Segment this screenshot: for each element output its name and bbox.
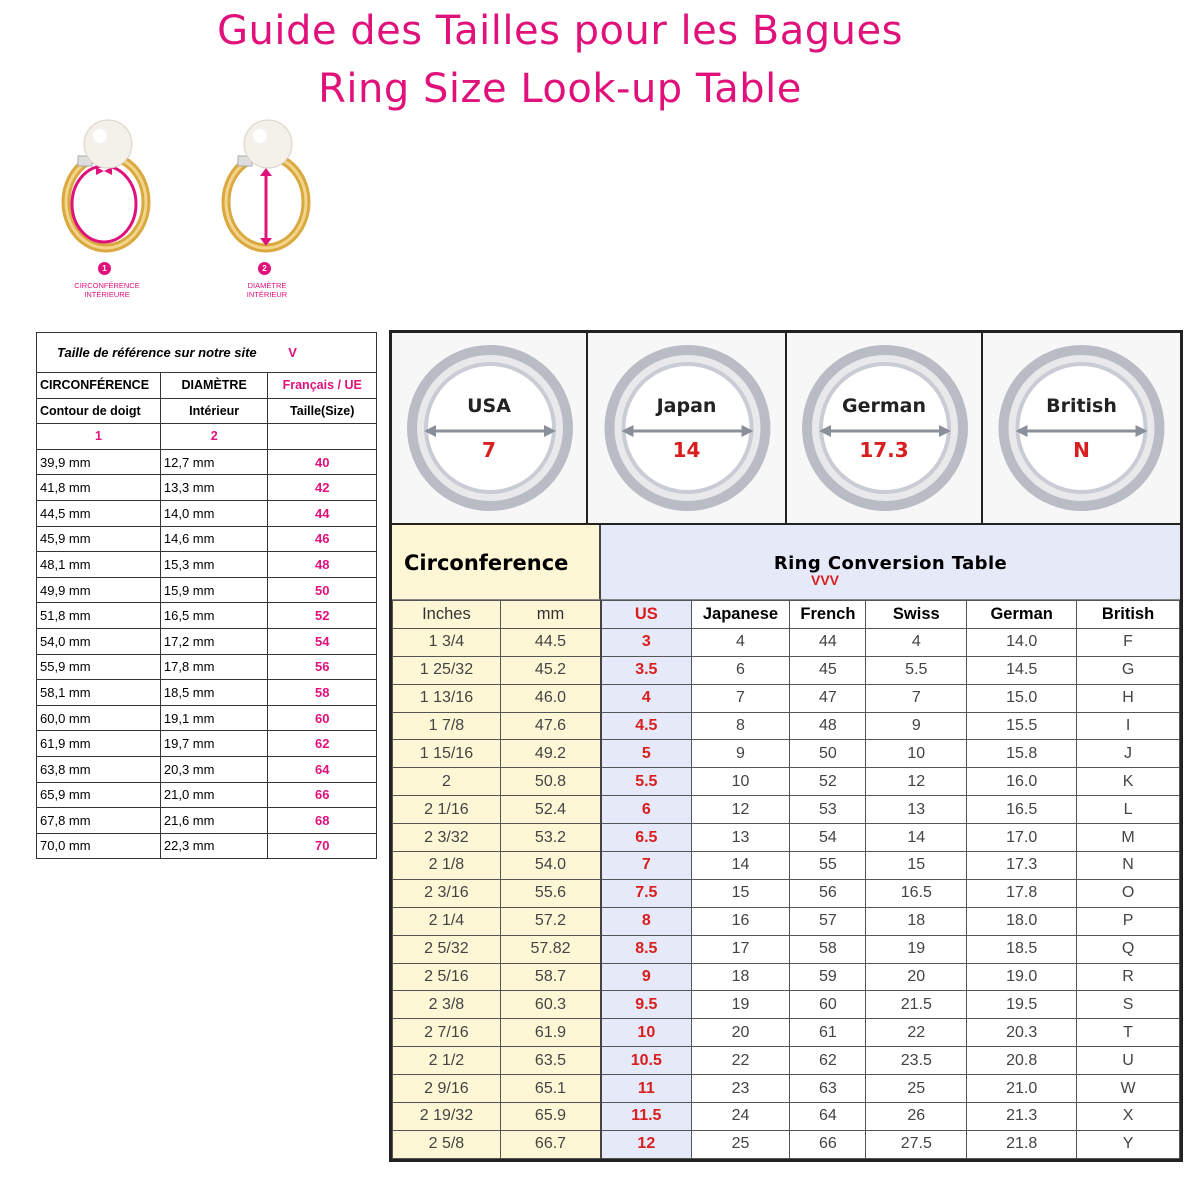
table-cell: 4 xyxy=(601,684,691,712)
ref-header-cell: Contour de doigt xyxy=(37,398,161,424)
table-cell: 14 xyxy=(866,824,967,852)
column-header-french: French xyxy=(790,601,866,629)
ring-country-label: Japan xyxy=(656,395,717,417)
table-row xyxy=(393,963,1180,991)
table-cell: 45 xyxy=(790,656,866,684)
table-cell: 52 xyxy=(268,603,377,629)
ring-icon xyxy=(392,333,588,523)
table-row xyxy=(393,852,1180,880)
table-cell: 50 xyxy=(268,577,377,603)
table-cell: 22,3 mm xyxy=(160,833,268,859)
table-cell: 63 xyxy=(790,1075,866,1103)
table-cell: 15 xyxy=(866,852,967,880)
table-cell: 57 xyxy=(790,907,866,935)
table-cell: 39,9 mm xyxy=(37,449,161,475)
table-cell: 24 xyxy=(691,1103,790,1131)
ref-header-cell: 2 xyxy=(160,424,268,450)
table-cell: 23.5 xyxy=(866,1047,967,1075)
table-cell: 16,5 mm xyxy=(160,603,268,629)
reference-size-table xyxy=(36,332,377,859)
table-cell: L xyxy=(1077,796,1180,824)
table-row xyxy=(37,731,377,757)
page-title-english: Ring Size Look-up Table xyxy=(318,66,802,112)
table-row xyxy=(37,577,377,603)
table-cell: 49.2 xyxy=(500,740,601,768)
table-cell: 62 xyxy=(268,731,377,757)
table-cell: 18 xyxy=(866,907,967,935)
table-cell: 13 xyxy=(691,824,790,852)
table-cell: 19 xyxy=(691,991,790,1019)
circumference-header: Circonference xyxy=(392,525,601,600)
table-cell: S xyxy=(1077,991,1180,1019)
table-cell: 21.5 xyxy=(866,991,967,1019)
table-cell: 27.5 xyxy=(866,1130,967,1158)
table-cell: 55,9 mm xyxy=(37,654,161,680)
table-cell: 9 xyxy=(601,963,691,991)
column-header-swiss: Swiss xyxy=(866,601,967,629)
table-row xyxy=(37,705,377,731)
table-row xyxy=(393,1047,1180,1075)
table-cell: 17,8 mm xyxy=(160,654,268,680)
table-cell: 5 xyxy=(601,740,691,768)
ring-circumference-icon xyxy=(52,118,162,258)
table-row xyxy=(393,1103,1180,1131)
table-cell: 2 1/2 xyxy=(393,1047,501,1075)
table-row xyxy=(393,768,1180,796)
table-cell: 10.5 xyxy=(601,1047,691,1075)
table-cell: N xyxy=(1077,852,1180,880)
table-cell: 48 xyxy=(790,712,866,740)
table-cell: 2 3/32 xyxy=(393,824,501,852)
table-cell: 6 xyxy=(601,796,691,824)
table-cell: 26 xyxy=(866,1103,967,1131)
table-row xyxy=(393,935,1180,963)
table-cell: 14,6 mm xyxy=(160,526,268,552)
table-cell: 17.0 xyxy=(967,824,1077,852)
column-header-inches: Inches xyxy=(393,601,501,629)
table-cell: J xyxy=(1077,740,1180,768)
table-cell: 1 25/32 xyxy=(393,656,501,684)
table-cell: 18.5 xyxy=(967,935,1077,963)
table-cell: 13,3 mm xyxy=(160,475,268,501)
table-cell: 2 5/32 xyxy=(393,935,501,963)
table-cell: 53.2 xyxy=(500,824,601,852)
ref-header-cell: 1 xyxy=(37,424,161,450)
table-cell: 2 1/16 xyxy=(393,796,501,824)
table-cell: H xyxy=(1077,684,1180,712)
table-cell: 14 xyxy=(691,852,790,880)
table-row xyxy=(37,449,377,475)
table-cell: 2 5/16 xyxy=(393,963,501,991)
ring-size-value: 7 xyxy=(482,438,496,462)
ring-diameter-illustration xyxy=(212,118,322,308)
table-cell: 44,5 mm xyxy=(37,500,161,526)
table-cell: 16.0 xyxy=(967,768,1077,796)
table-cell: 70,0 mm xyxy=(37,833,161,859)
table-cell: 1 7/8 xyxy=(393,712,501,740)
table-cell: 19.5 xyxy=(967,991,1077,1019)
table-cell: 15,9 mm xyxy=(160,577,268,603)
table-row xyxy=(37,552,377,578)
table-row xyxy=(37,500,377,526)
table-cell: 4.5 xyxy=(601,712,691,740)
table-cell: 22 xyxy=(866,1019,967,1047)
table-cell: 58,1 mm xyxy=(37,680,161,706)
table-cell: 3.5 xyxy=(601,656,691,684)
table-cell: 15 xyxy=(691,879,790,907)
table-cell: 10 xyxy=(601,1019,691,1047)
table-cell: 61 xyxy=(790,1019,866,1047)
table-cell: 68 xyxy=(268,808,377,834)
table-cell: 6.5 xyxy=(601,824,691,852)
table-cell: 2 1/4 xyxy=(393,907,501,935)
table-cell: 9 xyxy=(866,712,967,740)
table-row xyxy=(37,782,377,808)
table-cell: 25 xyxy=(866,1075,967,1103)
ring-icon xyxy=(983,333,1180,523)
table-cell: 56 xyxy=(268,654,377,680)
table-cell: P xyxy=(1077,907,1180,935)
table-cell: 11.5 xyxy=(601,1103,691,1131)
table-cell: 58 xyxy=(268,680,377,706)
table-row xyxy=(37,833,377,859)
ring-example-usa xyxy=(392,333,588,523)
table-cell: 66 xyxy=(268,782,377,808)
table-cell: 48 xyxy=(268,552,377,578)
table-cell: 15.8 xyxy=(967,740,1077,768)
table-cell: 10 xyxy=(691,768,790,796)
ref-table-caption-mark: V xyxy=(288,345,297,360)
table-row xyxy=(393,628,1180,656)
table-cell: 2 19/32 xyxy=(393,1103,501,1131)
ring-circumference-illustration xyxy=(52,118,162,308)
table-cell: W xyxy=(1077,1075,1180,1103)
table-row xyxy=(393,712,1180,740)
ref-table-caption: Taille de référence sur notre site xyxy=(57,345,257,360)
conversion-table-title: Ring Conversion Table xyxy=(773,553,1008,574)
ring-example-british xyxy=(983,333,1180,523)
table-cell: 65,9 mm xyxy=(37,782,161,808)
table-cell: 20.8 xyxy=(967,1047,1077,1075)
table-cell: 13 xyxy=(866,796,967,824)
illustration-caption: DIAMÈTRE INTÉRIEUR xyxy=(246,281,288,299)
table-cell: 56 xyxy=(790,879,866,907)
page-title-french: Guide des Tailles pour les Bagues xyxy=(217,8,903,54)
ref-table-caption-row xyxy=(37,333,377,373)
table-cell: Y xyxy=(1077,1130,1180,1158)
column-header-japanese: Japanese xyxy=(691,601,790,629)
table-cell: 2 xyxy=(393,768,501,796)
table-cell: 16.5 xyxy=(866,879,967,907)
table-cell: 16.5 xyxy=(967,796,1077,824)
ref-header-cell: DIAMÈTRE xyxy=(160,373,268,399)
table-cell: 65.1 xyxy=(500,1075,601,1103)
table-cell: 22 xyxy=(691,1047,790,1075)
ref-header-cell: CIRCONFÉRENCE xyxy=(37,373,161,399)
table-cell: 45,9 mm xyxy=(37,526,161,552)
table-cell: 9.5 xyxy=(601,991,691,1019)
table-cell: 2 1/8 xyxy=(393,852,501,880)
table-cell: 20,3 mm xyxy=(160,756,268,782)
table-cell: 48,1 mm xyxy=(37,552,161,578)
ring-size-value: N xyxy=(1073,438,1090,462)
table-cell: 18,5 mm xyxy=(160,680,268,706)
ring-size-value: 17.3 xyxy=(859,438,909,462)
conversion-title-mark: VVV xyxy=(810,572,839,588)
table-cell: 40 xyxy=(268,449,377,475)
table-cell: 9 xyxy=(691,740,790,768)
illustration-number: 2 xyxy=(258,262,271,275)
table-cell: 54.0 xyxy=(500,852,601,880)
ring-country-label: British xyxy=(1046,395,1117,417)
ring-diameter-icon xyxy=(212,118,322,258)
table-row xyxy=(393,879,1180,907)
table-cell: 2 3/16 xyxy=(393,879,501,907)
table-row xyxy=(37,475,377,501)
table-cell: 47.6 xyxy=(500,712,601,740)
table-cell: 54,0 mm xyxy=(37,628,161,654)
table-row xyxy=(37,526,377,552)
table-cell: F xyxy=(1077,628,1180,656)
table-cell: 7 xyxy=(601,852,691,880)
table-cell: 2 7/16 xyxy=(393,1019,501,1047)
illustration-number: 1 xyxy=(98,262,111,275)
table-cell: 65.9 xyxy=(500,1103,601,1131)
table-cell: 55 xyxy=(790,852,866,880)
table-cell: 12 xyxy=(691,796,790,824)
table-cell: 41,8 mm xyxy=(37,475,161,501)
table-cell: 58.7 xyxy=(500,963,601,991)
table-cell: 20 xyxy=(691,1019,790,1047)
table-cell: 19 xyxy=(866,935,967,963)
table-cell: 51,8 mm xyxy=(37,603,161,629)
table-row xyxy=(393,796,1180,824)
table-cell: T xyxy=(1077,1019,1180,1047)
table-cell: 61.9 xyxy=(500,1019,601,1047)
table-cell: 6 xyxy=(691,656,790,684)
ref-table-header-row xyxy=(37,424,377,450)
table-cell: 25 xyxy=(691,1130,790,1158)
table-cell: 23 xyxy=(691,1075,790,1103)
ref-header-cell: Français / UE xyxy=(268,373,377,399)
table-cell: 2 9/16 xyxy=(393,1075,501,1103)
table-cell: O xyxy=(1077,879,1180,907)
table-cell: 57.2 xyxy=(500,907,601,935)
table-cell: 21.8 xyxy=(967,1130,1077,1158)
table-cell: 15.0 xyxy=(967,684,1077,712)
table-cell: 18.0 xyxy=(967,907,1077,935)
ref-header-cell xyxy=(268,424,377,450)
table-cell: 8.5 xyxy=(601,935,691,963)
table-cell: 17.3 xyxy=(967,852,1077,880)
table-row xyxy=(37,654,377,680)
table-cell: 60.3 xyxy=(500,991,601,1019)
table-cell: 7 xyxy=(691,684,790,712)
table-cell: 66.7 xyxy=(500,1130,601,1158)
table-cell: 21,6 mm xyxy=(160,808,268,834)
table-cell: 52.4 xyxy=(500,796,601,824)
ref-table-header-row xyxy=(37,373,377,399)
table-cell: 3 xyxy=(601,628,691,656)
ring-country-label: USA xyxy=(467,395,511,417)
ring-size-value: 14 xyxy=(672,438,701,462)
table-cell: 57.82 xyxy=(500,935,601,963)
table-cell: 60 xyxy=(790,991,866,1019)
ring-example-german xyxy=(787,333,983,523)
conversion-header-row xyxy=(393,601,1180,629)
table-cell: K xyxy=(1077,768,1180,796)
table-cell: 50 xyxy=(790,740,866,768)
table-cell: 14.0 xyxy=(967,628,1077,656)
table-cell: 19.0 xyxy=(967,963,1077,991)
table-cell: 67,8 mm xyxy=(37,808,161,834)
table-row xyxy=(393,740,1180,768)
ref-header-cell: Intérieur xyxy=(160,398,268,424)
table-cell: 64 xyxy=(268,756,377,782)
table-cell: 60,0 mm xyxy=(37,705,161,731)
column-header-german: German xyxy=(967,601,1077,629)
table-cell: 17 xyxy=(691,935,790,963)
ring-conversion-panel xyxy=(389,330,1183,1162)
table-cell: 42 xyxy=(268,475,377,501)
table-row xyxy=(37,756,377,782)
table-cell: Q xyxy=(1077,935,1180,963)
table-cell: 21.0 xyxy=(967,1075,1077,1103)
table-row xyxy=(393,991,1180,1019)
column-header-british: British xyxy=(1077,601,1180,629)
table-cell: 1 3/4 xyxy=(393,628,501,656)
table-row xyxy=(393,684,1180,712)
table-cell: 8 xyxy=(691,712,790,740)
table-cell: 2 3/8 xyxy=(393,991,501,1019)
ring-country-label: German xyxy=(842,395,926,417)
table-cell: 49,9 mm xyxy=(37,577,161,603)
table-cell: 20.3 xyxy=(967,1019,1077,1047)
table-cell: 44.5 xyxy=(500,628,601,656)
table-cell: 55.6 xyxy=(500,879,601,907)
table-cell: 15,3 mm xyxy=(160,552,268,578)
table-cell: 14,0 mm xyxy=(160,500,268,526)
table-cell: 45.2 xyxy=(500,656,601,684)
table-row xyxy=(393,1019,1180,1047)
table-cell: 59 xyxy=(790,963,866,991)
column-header-us: US xyxy=(601,601,691,629)
table-row xyxy=(393,1075,1180,1103)
ring-icon xyxy=(787,333,983,523)
ref-table-header-row xyxy=(37,398,377,424)
table-cell: 14.5 xyxy=(967,656,1077,684)
table-cell: 1 13/16 xyxy=(393,684,501,712)
ring-icon xyxy=(588,333,787,523)
column-header-mm: mm xyxy=(500,601,601,629)
table-row xyxy=(37,628,377,654)
table-cell: 8 xyxy=(601,907,691,935)
table-cell: M xyxy=(1077,824,1180,852)
table-cell: 4 xyxy=(691,628,790,656)
table-cell: 44 xyxy=(268,500,377,526)
table-cell: 46.0 xyxy=(500,684,601,712)
table-row xyxy=(37,680,377,706)
table-cell: 62 xyxy=(790,1047,866,1075)
table-cell: 4 xyxy=(866,628,967,656)
table-cell: U xyxy=(1077,1047,1180,1075)
table-cell: 1 15/16 xyxy=(393,740,501,768)
table-cell: 2 5/8 xyxy=(393,1130,501,1158)
table-cell: 12 xyxy=(601,1130,691,1158)
table-cell: 20 xyxy=(866,963,967,991)
table-row xyxy=(393,656,1180,684)
table-cell: R xyxy=(1077,963,1180,991)
table-cell: 61,9 mm xyxy=(37,731,161,757)
table-cell: 52 xyxy=(790,768,866,796)
table-cell: 58 xyxy=(790,935,866,963)
table-cell: 16 xyxy=(691,907,790,935)
table-cell: 12 xyxy=(866,768,967,796)
table-cell: 17,2 mm xyxy=(160,628,268,654)
ring-conversion-table xyxy=(392,600,1180,1159)
table-cell: 63,8 mm xyxy=(37,756,161,782)
table-cell: 54 xyxy=(790,824,866,852)
table-cell: 19,1 mm xyxy=(160,705,268,731)
table-cell: 50.8 xyxy=(500,768,601,796)
table-cell: 54 xyxy=(268,628,377,654)
table-cell: 5.5 xyxy=(601,768,691,796)
illustration-caption: CIRCONFÉRENCE INTÉRIEURE xyxy=(74,281,140,299)
ref-header-cell: Taille(Size) xyxy=(268,398,377,424)
table-cell: 10 xyxy=(866,740,967,768)
table-cell: 17.8 xyxy=(967,879,1077,907)
table-cell: 63.5 xyxy=(500,1047,601,1075)
table-row xyxy=(393,824,1180,852)
table-cell: 12,7 mm xyxy=(160,449,268,475)
table-cell: 5.5 xyxy=(866,656,967,684)
table-row xyxy=(393,1130,1180,1158)
table-cell: 70 xyxy=(268,833,377,859)
ring-example-japan xyxy=(588,333,787,523)
table-cell: 21.3 xyxy=(967,1103,1077,1131)
table-cell: 7 xyxy=(866,684,967,712)
table-cell: 44 xyxy=(790,628,866,656)
table-cell: 21,0 mm xyxy=(160,782,268,808)
table-cell: 60 xyxy=(268,705,377,731)
table-cell: 15.5 xyxy=(967,712,1077,740)
table-cell: I xyxy=(1077,712,1180,740)
table-cell: 66 xyxy=(790,1130,866,1158)
table-cell: 11 xyxy=(601,1075,691,1103)
table-cell: 53 xyxy=(790,796,866,824)
table-cell: 64 xyxy=(790,1103,866,1131)
table-cell: G xyxy=(1077,656,1180,684)
table-cell: 46 xyxy=(268,526,377,552)
table-row xyxy=(37,603,377,629)
table-cell: X xyxy=(1077,1103,1180,1131)
table-row xyxy=(393,907,1180,935)
table-cell: 18 xyxy=(691,963,790,991)
table-cell: 47 xyxy=(790,684,866,712)
table-cell: 19,7 mm xyxy=(160,731,268,757)
table-cell: 7.5 xyxy=(601,879,691,907)
table-row xyxy=(37,808,377,834)
conversion-title-header xyxy=(601,525,1180,600)
